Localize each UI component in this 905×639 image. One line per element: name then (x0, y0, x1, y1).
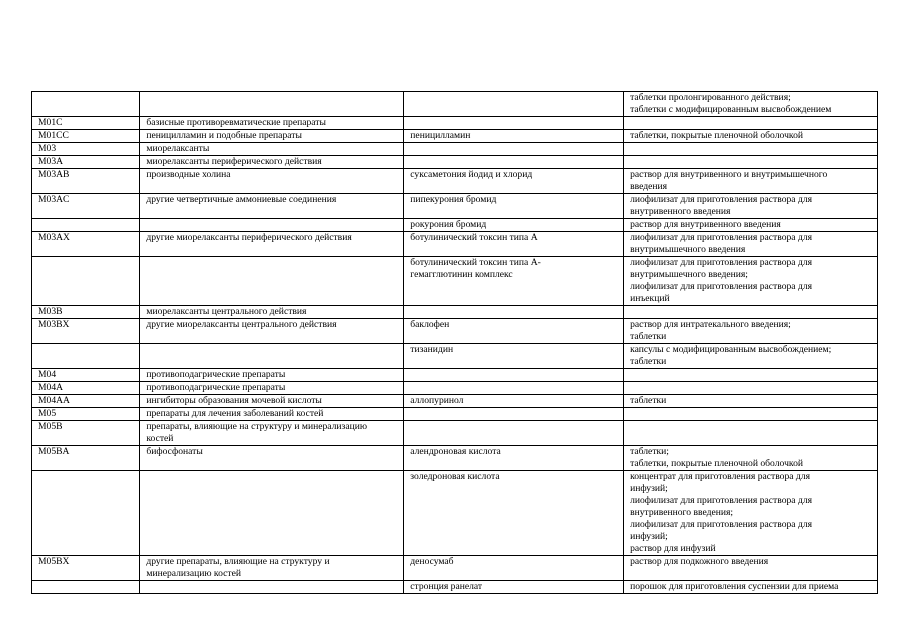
drug-name-cell (404, 257, 624, 306)
pharmacological-group-cell (140, 319, 404, 344)
atc-code-cell (32, 344, 140, 369)
table-row (32, 344, 878, 369)
cell-text-line: раствор для внутривенного и внутримышечного (630, 169, 828, 180)
pharmacological-group-cell (140, 130, 404, 143)
cell-text-line: пеницилламин и подобные препараты (146, 130, 302, 141)
cell-text-line: раствор для подкожного введения (630, 556, 769, 567)
cell-text-line: лиофилизат для приготовления раствора для (630, 519, 813, 530)
cell-text-line: миорелаксанты периферического действия (146, 156, 322, 167)
dosage-form-cell (624, 446, 878, 471)
table-row (32, 156, 878, 169)
dosage-form-cell (624, 421, 878, 446)
atc-code-cell (32, 306, 140, 319)
drug-name-cell (404, 130, 624, 143)
dosage-form-cell (624, 169, 878, 194)
cell-text-line: гемагглютинин комплекс (410, 269, 513, 280)
cell-text-line: таблетки (630, 395, 667, 406)
cell-text-line: костей (146, 433, 174, 444)
dosage-form-cell (624, 117, 878, 130)
cell-text-line: раствор для инфузий (630, 543, 716, 554)
cell-text-line: M05 (38, 408, 57, 419)
cell-text-line: миорелаксанты (146, 143, 210, 154)
cell-text-line (38, 92, 133, 104)
cell-text-line: M04A (38, 382, 64, 393)
dosage-form-cell (624, 344, 878, 369)
atc-code-cell (32, 194, 140, 219)
drug-name-cell (404, 408, 624, 421)
drug-name-cell (404, 369, 624, 382)
cell-text-line: пипекурония бромид (410, 194, 497, 205)
dosage-form-cell (624, 143, 878, 156)
cell-text-line: M03 (38, 143, 57, 154)
table-row (32, 169, 878, 194)
drug-classification-table (31, 91, 878, 594)
cell-text-line: таблетки (630, 356, 667, 367)
table-row (32, 369, 878, 382)
cell-text-line (38, 219, 133, 231)
cell-text-line: другие четвертичные аммониевые соединения (146, 194, 337, 205)
atc-code-cell (32, 369, 140, 382)
drug-name-cell (404, 395, 624, 408)
pharmacological-group-cell (140, 382, 404, 395)
pharmacological-group-cell (140, 408, 404, 421)
cell-text-line: другие препараты, влияющие на структуру и (146, 556, 330, 567)
pharmacological-group-cell (140, 306, 404, 319)
pharmacological-group-cell (140, 156, 404, 169)
dosage-form-cell (624, 194, 878, 219)
pharmacological-group-cell (140, 219, 404, 232)
cell-text-line: инъекций (630, 293, 670, 304)
pharmacological-group-cell (140, 117, 404, 130)
cell-text-line: деносумаб (410, 556, 454, 567)
table-row (32, 382, 878, 395)
table-row (32, 446, 878, 471)
table-row (32, 117, 878, 130)
drug-name-cell (404, 319, 624, 344)
atc-code-cell (32, 319, 140, 344)
cell-text-line: ботулинический токсин типа А (410, 232, 538, 243)
drug-name-cell (404, 382, 624, 395)
atc-code-cell (32, 556, 140, 581)
cell-text-line: внутримышечного введения; (630, 269, 748, 280)
table-row (32, 306, 878, 319)
drug-name-cell (404, 219, 624, 232)
cell-text-line (38, 471, 133, 483)
cell-text-line: суксаметония йодид и хлорид (410, 169, 533, 180)
cell-text-line (38, 581, 133, 593)
drug-name-cell (404, 556, 624, 581)
cell-text-line: M05BA (38, 446, 70, 457)
cell-text-line: M03AB (38, 169, 70, 180)
cell-text-line: другие миорелаксанты центрального действия (146, 319, 337, 330)
dosage-form-cell (624, 369, 878, 382)
table-row (32, 408, 878, 421)
table-row (32, 421, 878, 446)
drug-name-cell (404, 143, 624, 156)
table-row (32, 581, 878, 594)
atc-code-cell (32, 156, 140, 169)
atc-code-cell (32, 257, 140, 306)
atc-code-cell (32, 471, 140, 556)
dosage-form-cell (624, 257, 878, 306)
cell-text-line: лиофилизат для приготовления раствора для (630, 495, 813, 506)
drug-name-cell (404, 156, 624, 169)
dosage-form-cell (624, 130, 878, 143)
cell-text-line: золедроновая кислота (410, 471, 500, 482)
atc-code-cell (32, 408, 140, 421)
pharmacological-group-cell (140, 421, 404, 446)
pharmacological-group-cell (140, 257, 404, 306)
pharmacological-group-cell (140, 556, 404, 581)
table-row (32, 130, 878, 143)
drug-name-cell (404, 169, 624, 194)
table-row (32, 143, 878, 156)
atc-code-cell (32, 92, 140, 117)
cell-text-line: внутримышечного введения (630, 244, 746, 255)
cell-text-line: M01C (38, 117, 63, 128)
cell-text-line: M05BX (38, 556, 70, 567)
table-row (32, 471, 878, 556)
dosage-form-cell (624, 156, 878, 169)
cell-text-line: противоподагрические препараты (146, 382, 286, 393)
atc-code-cell (32, 130, 140, 143)
pharmacological-group-cell (140, 395, 404, 408)
drug-name-cell (404, 581, 624, 594)
cell-text-line (38, 344, 133, 356)
table-row (32, 92, 878, 117)
cell-text-line: противоподагрические препараты (146, 369, 286, 380)
drug-name-cell (404, 306, 624, 319)
dosage-form-cell (624, 232, 878, 257)
cell-text-line: M03AC (38, 194, 70, 205)
table-row (32, 219, 878, 232)
drug-name-cell (404, 446, 624, 471)
cell-text-line: ботулинический токсин типа А- (410, 257, 541, 268)
cell-text-line: лиофилизат для приготовления раствора для (630, 281, 813, 292)
table-row (32, 556, 878, 581)
cell-text-line: капсулы с модифицированным высвобождением; (630, 344, 832, 355)
table-body (32, 92, 878, 594)
drug-name-cell (404, 117, 624, 130)
cell-text-line: препараты, влияющие на структуру и минерализацию (146, 421, 368, 432)
atc-code-cell (32, 219, 140, 232)
pharmacological-group-cell (140, 194, 404, 219)
cell-text-line: аллопуринол (410, 395, 464, 406)
cell-text-line: ингибиторы образования мочевой кислоты (146, 395, 322, 406)
table-row (32, 194, 878, 219)
cell-text-line: таблетки, покрытые пленочной оболочкой (630, 458, 803, 469)
cell-text-line: M03BX (38, 319, 70, 330)
cell-text-line: раствор для интратекального введения; (630, 319, 791, 330)
table-row (32, 395, 878, 408)
cell-text-line: базисные противоревматические препараты (146, 117, 326, 128)
atc-code-cell (32, 581, 140, 594)
cell-text-line: M03A (38, 156, 64, 167)
cell-text-line: другие миорелаксанты периферического действия (146, 232, 352, 243)
drug-name-cell (404, 92, 624, 117)
drug-name-cell (404, 421, 624, 446)
cell-text-line: лиофилизат для приготовления раствора для (630, 232, 813, 243)
cell-text-line: лиофилизат для приготовления раствора для (630, 194, 813, 205)
table-row (32, 232, 878, 257)
cell-text-line: минерализацию костей (146, 568, 241, 579)
cell-text-line: M04 (38, 369, 57, 380)
pharmacological-group-cell (140, 169, 404, 194)
atc-code-cell (32, 382, 140, 395)
atc-code-cell (32, 232, 140, 257)
cell-text-line (38, 257, 133, 269)
cell-text-line: таблетки пролонгированного действия; (630, 92, 791, 103)
pharmacological-group-cell (140, 581, 404, 594)
cell-text-line: M01CC (38, 130, 69, 141)
drug-name-cell (404, 232, 624, 257)
cell-text-line: инфузий; (630, 531, 668, 542)
atc-code-cell (32, 143, 140, 156)
dosage-form-cell (624, 395, 878, 408)
cell-text-line: тизанидин (410, 344, 454, 355)
cell-text-line: таблетки; (630, 446, 669, 457)
drug-name-cell (404, 471, 624, 556)
pharmacological-group-cell (140, 446, 404, 471)
cell-text-line: таблетки, покрытые пленочной оболочкой (630, 130, 803, 141)
cell-text-line: таблетки (630, 331, 667, 342)
cell-text-line: M03AX (38, 232, 70, 243)
atc-code-cell (32, 446, 140, 471)
dosage-form-cell (624, 556, 878, 581)
cell-text-line: рокурония бромид (410, 219, 487, 230)
atc-code-cell (32, 395, 140, 408)
pharmacological-group-cell (140, 471, 404, 556)
cell-text-line: производные холина (146, 169, 231, 180)
drug-name-cell (404, 344, 624, 369)
cell-text-line: внутривенного введения; (630, 507, 734, 518)
dosage-form-cell (624, 319, 878, 344)
table-row (32, 257, 878, 306)
atc-code-cell (32, 421, 140, 446)
dosage-form-cell (624, 306, 878, 319)
dosage-form-cell (624, 408, 878, 421)
atc-code-cell (32, 169, 140, 194)
dosage-form-cell (624, 581, 878, 594)
drug-name-cell (404, 194, 624, 219)
pharmacological-group-cell (140, 232, 404, 257)
table-row (32, 319, 878, 344)
cell-text-line: бифосфонаты (146, 446, 203, 457)
cell-text-line: препараты для лечения заболеваний костей (146, 408, 324, 419)
cell-text-line: миорелаксанты центрального действия (146, 306, 307, 317)
dosage-form-cell (624, 219, 878, 232)
pharmacological-group-cell (140, 143, 404, 156)
dosage-form-cell (624, 382, 878, 395)
pharmacological-group-cell (140, 92, 404, 117)
cell-text-line: баклофен (410, 319, 450, 330)
cell-text-line: M03B (38, 306, 63, 317)
pharmacological-group-cell (140, 344, 404, 369)
pharmacological-group-cell (140, 369, 404, 382)
cell-text-line: порошок для приготовления суспензии для приема (630, 581, 839, 592)
cell-text-line: алендроновая кислота (410, 446, 501, 457)
cell-text-line: пеницилламин (410, 130, 471, 141)
cell-text-line: M05B (38, 421, 63, 432)
cell-text-line: стронция ранелат (410, 581, 483, 592)
cell-text-line: введения (630, 181, 668, 192)
atc-code-cell (32, 117, 140, 130)
cell-text-line: M04AA (38, 395, 70, 406)
cell-text-line: лиофилизат для приготовления раствора для (630, 257, 813, 268)
dosage-form-cell (624, 92, 878, 117)
dosage-form-cell (624, 471, 878, 556)
cell-text-line: таблетки с модифицированным высвобождением (630, 104, 832, 115)
cell-text-line: инфузий; (630, 483, 668, 494)
cell-text-line: концентрат для приготовления раствора для (630, 471, 811, 482)
cell-text-line: раствор для внутривенного введения (630, 219, 781, 230)
cell-text-line: внутривенного введения (630, 206, 731, 217)
